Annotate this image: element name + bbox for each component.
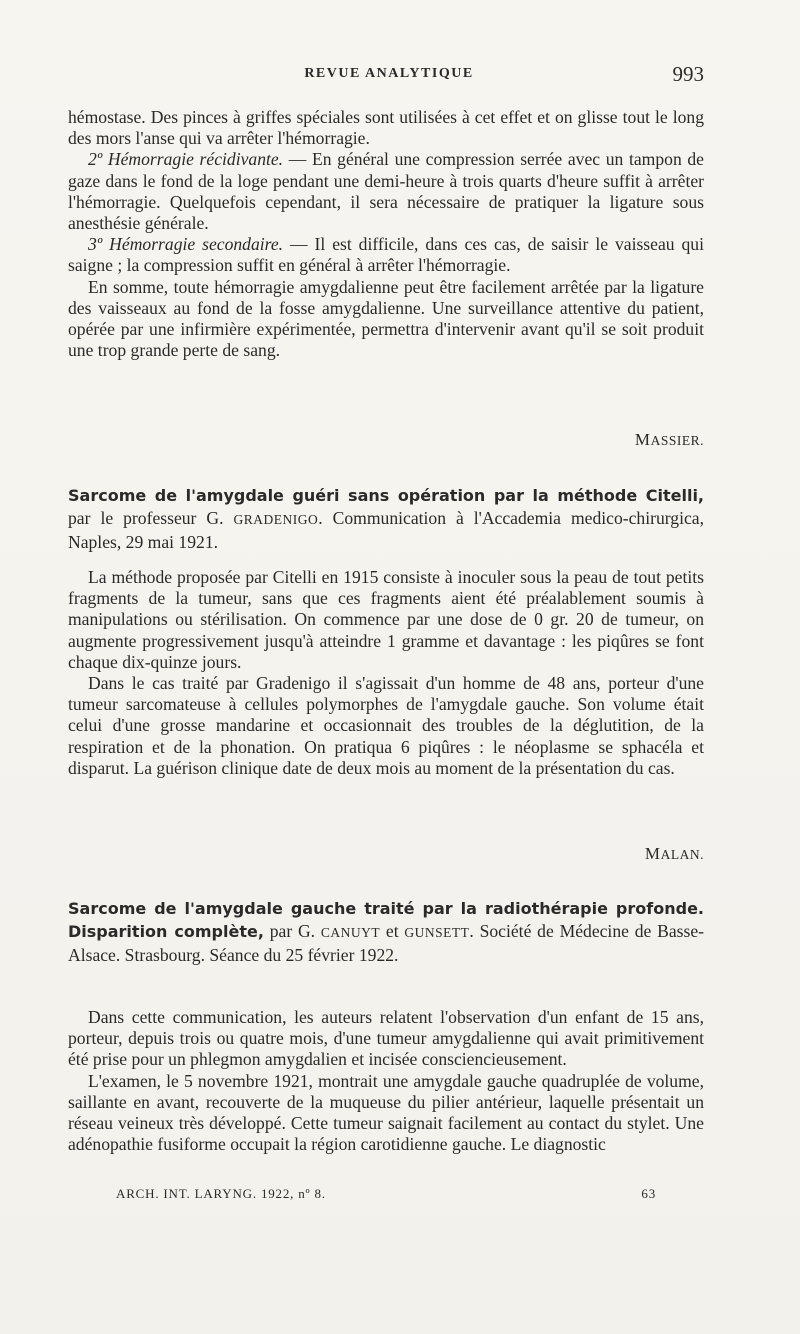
paragraph: Dans cette communication, les auteurs relatent l'observation d'un enfant de 15 ans, porteur, depuis trois ou quatre mois, d'une tumeur amygdalienne qui avait primitivement été prise pour un phlegmon amygdalien et incisée consciencieusement. — [68, 1007, 704, 1070]
signature-initial: M — [644, 844, 661, 863]
article-body-radiotherapy — [68, 1007, 704, 1155]
heading-text: . Société de Médecine de Basse-Alsace. Strasbourg. Séance du 25 février 1922. — [68, 921, 705, 965]
heading-text: par le professeur G. — [68, 508, 234, 528]
paragraph-text: — Il est difficile, dans ces cas, de saisir le vaisseau qui saigne ; la compression suffit en général à arrêter l'hémorragie. — [68, 234, 704, 276]
signature-rest: ALAN. — [660, 847, 704, 862]
signature-initial: M — [634, 430, 651, 449]
subheading-recurrent: 2º Hémorragie récidivante. — [88, 149, 284, 170]
article-heading-radiotherapy — [68, 897, 704, 967]
paragraph: hémostase. Des pinces à griffes spéciales sont utilisées à cet effet et on glisse tout le long des mors l'anse qui va arrêter l'hémorragie. — [68, 107, 704, 149]
paragraph: En somme, toute hémorragie amygdalienne peut être facilement arrêtée par la ligature des vaisseaux au fond de la fosse amygdalienne. Une surveillance attentive du patient, opérée par une infirmière expérimentée, permettra d'intervenir avant qu'il se soit produit une trop grande perte de sang. — [68, 276, 704, 361]
paragraph: La méthode proposée par Citelli en 1915 consiste à inoculer sous la peau de tout petits fragments de la tumeur, sans que ces fragments aient été préalablement soumis à manipulations ou stérilisation. On commence par une dose de 0 gr. 20 de tumeur, on augmente progressivement jusqu'à atteindre 1 gramme et davantage : les piqûres se font chaque dix-quinze jours. — [68, 567, 704, 672]
article-body-citelli — [68, 567, 704, 779]
paragraph-text: — En général une compression serrée avec un tampon de gaze dans le fond de la loge pendant une demi-heure à trois quarts d'heure suffit à arrêter l'hémorragie. Quelquefois cependant, il sera nécessaire de pratiquer la ligature sous anesthésie générale. — [68, 149, 704, 234]
signature-massier — [635, 430, 704, 450]
paragraph — [68, 149, 704, 234]
heading-text: par G. — [263, 921, 321, 941]
paragraph: Dans le cas traité par Gradenigo il s'agissait d'un homme de 48 ans, porteur d'une tumeur sarcomateuse à cellules polymorphes de l'amygdale gauche. Son volume était celui d'une grosse mandarine et occasionnait des troubles de la déglutition, de la respiration et de la phonation. On pratiqua 6 piqûres : le néoplasme se sphacéla et disparut. La guérison clinique date de deux mois au moment de la présentation du cas. — [68, 673, 704, 778]
article-title: Sarcome de l'amygdale gauche traité par la radiothérapie profonde. Disparition complète, — [68, 899, 704, 941]
section-hemorrhage — [68, 107, 704, 361]
subheading-secondary: 3º Hémorragie secondaire. — [88, 234, 284, 255]
footer-journal: ARCH. INT. LARYNG. 1922, nº 8. — [116, 1186, 326, 1201]
article-heading-citelli — [68, 484, 704, 554]
article-title: Sarcome de l'amygdale guéri sans opération par la méthode Citelli, — [68, 486, 704, 505]
running-header — [68, 62, 710, 88]
heading-text: et — [380, 921, 405, 941]
signature-rest: ASSIER. — [650, 433, 704, 448]
author-name: CANUYT — [320, 925, 381, 940]
paragraph: L'examen, le 5 novembre 1921, montrait une amygdale gauche quadruplée de volume, saillante en avant, recouverte de la muqueuse du pilier antérieur, laquelle présentait un réseau veineux très développé. Cette tumeur saignait facilement au contact du stylet. Une adénopathie fusiforme occupait la région carotidienne gauche. Le diagnostic — [68, 1070, 704, 1155]
author-name: GRADENIGO — [233, 512, 319, 527]
running-title: REVUE ANALYTIQUE — [304, 66, 474, 81]
signature-malan — [645, 844, 704, 864]
author-name: GUNSETT — [404, 925, 470, 940]
paragraph — [68, 234, 704, 276]
heading-text: . Communication à l'Accademia medico-chirurgica, Naples, 29 mai 1921. — [68, 508, 704, 552]
page-footer — [116, 1186, 656, 1206]
page-number: 993 — [672, 62, 704, 86]
footer-sheet-number: 63 — [641, 1186, 656, 1201]
